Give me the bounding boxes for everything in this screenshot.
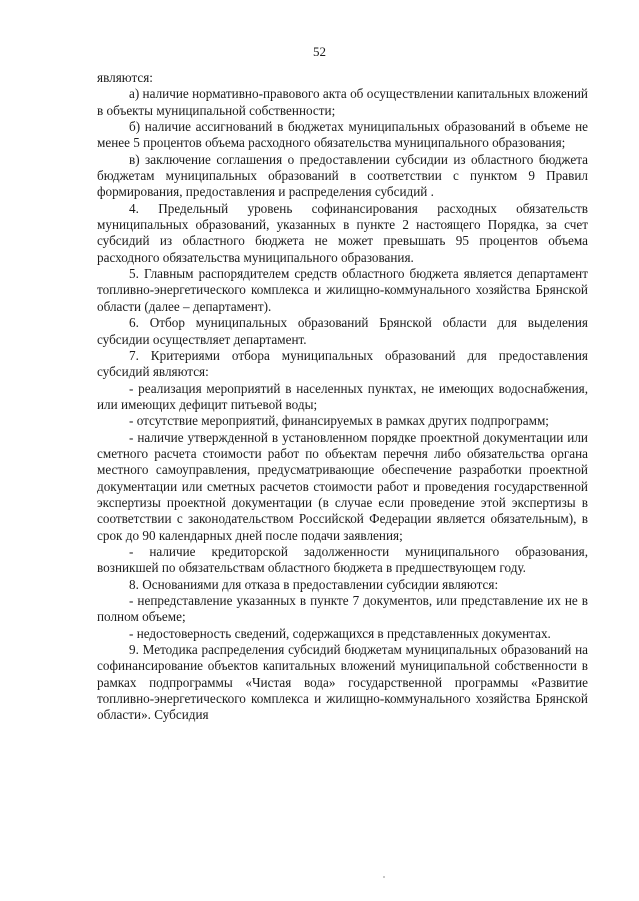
page-number: 52 [313, 44, 326, 59]
list-item: - реализация мероприятий в населенных пунктах, не имеющих водоснабжения, или имеющих дефицит питьевой воды; [97, 380, 588, 412]
paragraph: 8. Основаниями для отказа в предоставлении субсидии являются: [129, 576, 499, 592]
paragraph: 9. Методика распределения субсидий бюджетам муниципальных образований на софинансирование объектов капитальных вложений муниципальной собственности в рамках подпрограммы «Чистая вода» государственной программы «Развитие топливно-энергетического комплекса и жилищно-коммунального хозяйства Брянской области». Субсидия [97, 642, 588, 723]
list-item: - недостоверность сведений, содержащихся в представленных документах. [129, 625, 551, 641]
paragraph: 7. Критериями отбора муниципальных образований для предоставления субсидий являются: [97, 347, 588, 380]
paragraph: являются: [97, 70, 153, 85]
paragraph: 6. Отбор муниципальных образований Брянской области для выделения субсидии осуществляет департамент. [97, 315, 588, 347]
list-item: - непредставление указанных в пункте 7 документов, или представление их не в полном объеме; [97, 593, 588, 625]
document-body [97, 70, 588, 724]
paragraph: 4. Предельный уровень софинансирования расходных обязательств муниципальных образований, указанных в пункте 2 настоящего Порядка, за счет субсидий из областного бюджета не может превышать 95 процентов объема расходного обязательства муниципального образования. [97, 200, 588, 265]
list-item: - наличие кредиторской задолженности муниципального образования, возникшей по обязательствам областного бюджета в предшествующем году. [97, 543, 588, 576]
paragraph: в) заключение соглашения о предоставлении субсидии из областного бюджета бюджетам муниципальных образований в соответствии с пунктом 9 Правил формирования, предоставления и распределения субсидий . [97, 151, 588, 200]
paragraph: а) наличие нормативно-правового акта об осуществлении капитальных вложений в объекты муниципальной собственности; [97, 86, 588, 118]
list-item: - отсутствие мероприятий, финансируемых в рамках других подпрограмм; [129, 413, 549, 429]
scan-speck [383, 876, 385, 878]
paragraph: 5. Главным распорядителем средств областного бюджета является департамент топливно-энергетического комплекса и жилищно-коммунального хозяйства Брянской области (далее – департамент). [97, 266, 588, 314]
paragraph: б) наличие ассигнований в бюджетах муниципальных образований в объеме не менее 5 процентов объема расходного обязательства муниципального образования; [97, 119, 588, 151]
list-item: - наличие утвержденной в установленном порядке проектной документации или сметного расчета стоимости работ по объектам перечня либо обязательства органа местного самоуправления, предусматривающие обеспечение разработки проектной документации или сметных расчетов стоимости работ и проведения государственной экспертизы проектной документации (в случае если проведение этой экспертизы в соответствии с законодательством Российской Федерации является обязательным), в срок до 90 календарных дней после подачи заявления; [97, 429, 588, 543]
